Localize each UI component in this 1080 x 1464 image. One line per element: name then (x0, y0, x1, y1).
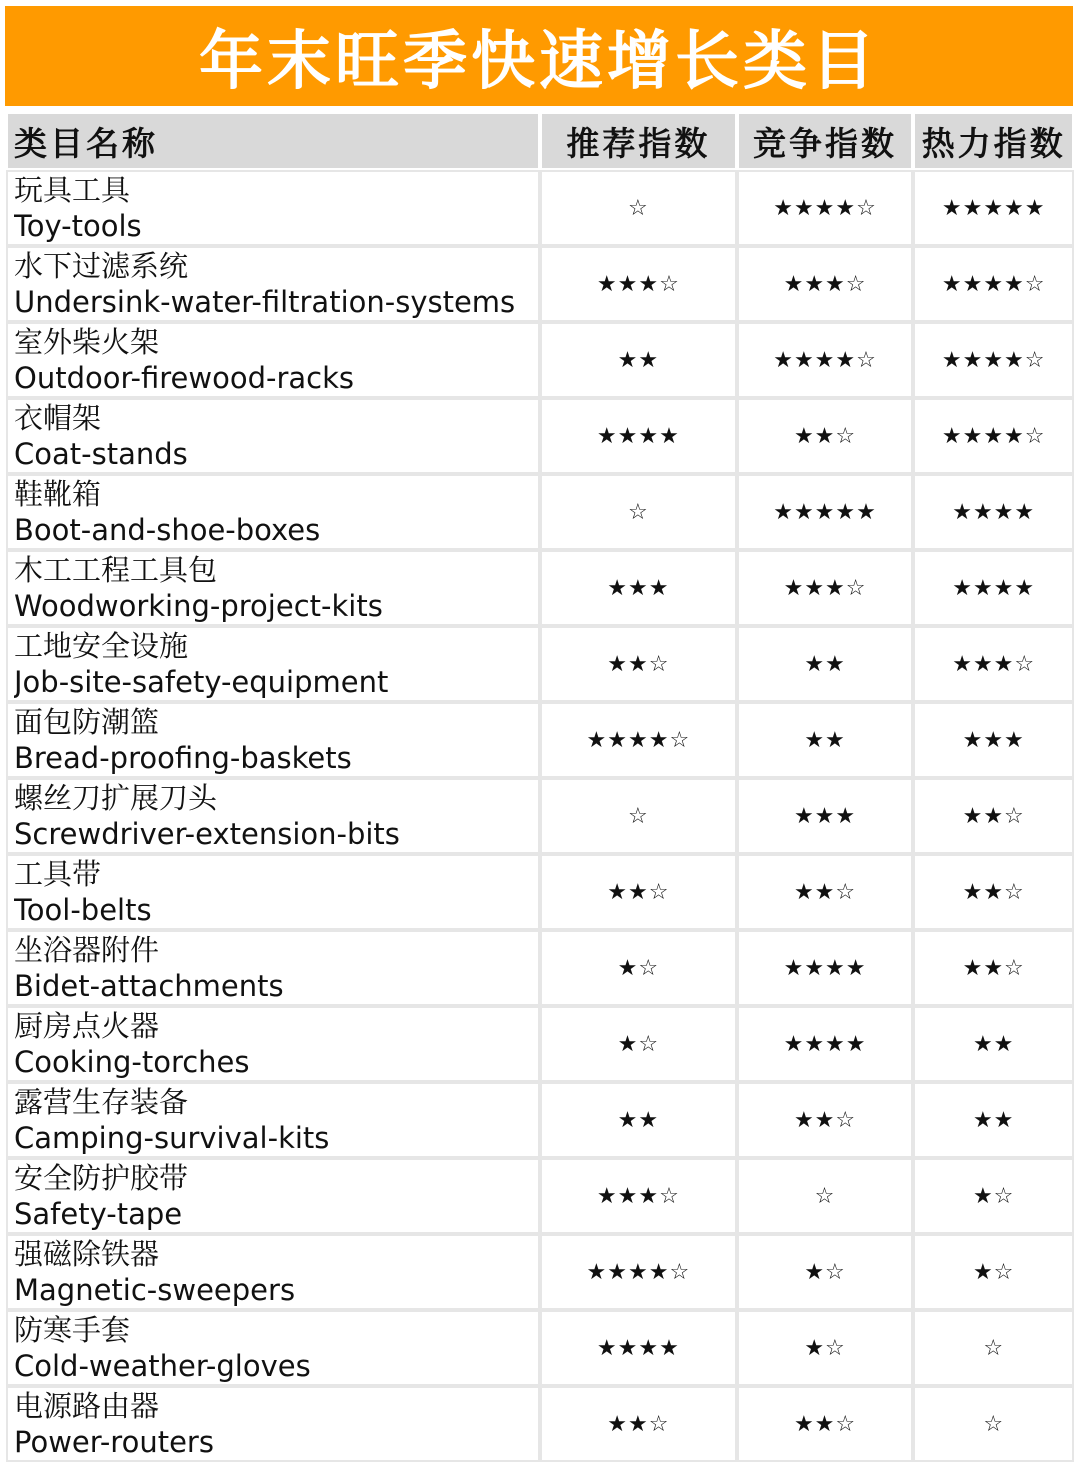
heat-rating: ★★★★ (915, 476, 1072, 548)
category-name-zh: 衣帽架 (14, 401, 102, 435)
table-row (8, 1312, 1072, 1384)
heat-rating: ★☆ (915, 1160, 1072, 1232)
category-name-en: Job-site-safety-equipment (14, 665, 389, 699)
category-name-zh: 鞋靴箱 (14, 477, 102, 511)
competition-rating: ★★★★☆ (739, 172, 912, 244)
competition-rating: ★★ (739, 704, 912, 776)
heat-rating: ☆ (915, 1312, 1072, 1384)
category-name-en: Magnetic-sweepers (14, 1273, 296, 1307)
heat-rating: ★☆ (915, 1236, 1072, 1308)
competition-rating: ★★☆ (739, 1388, 912, 1460)
category-name-cell (8, 704, 538, 776)
recommend-rating: ★★☆ (542, 628, 735, 700)
category-name-cell (8, 628, 538, 700)
column-header-competition: 竞争指数 (739, 114, 912, 168)
recommend-rating: ★★★★☆ (542, 1236, 735, 1308)
category-table (4, 110, 1076, 1464)
category-name-en: Coat-stands (14, 437, 188, 471)
column-header-name: 类目名称 (8, 114, 538, 168)
category-name-cell (8, 1084, 538, 1156)
table-row (8, 324, 1072, 396)
column-header-recommend: 推荐指数 (542, 114, 735, 168)
recommend-rating: ☆ (542, 780, 735, 852)
table-body (8, 172, 1072, 1460)
competition-rating: ★★★☆ (739, 248, 912, 320)
category-name-zh: 螺丝刀扩展刀头 (14, 781, 218, 815)
category-name-zh: 玩具工具 (14, 173, 131, 207)
category-name-cell (8, 172, 538, 244)
heat-rating: ★★★★★ (915, 172, 1072, 244)
category-name-zh: 坐浴器附件 (14, 933, 160, 967)
table-row (8, 856, 1072, 928)
recommend-rating: ★★ (542, 324, 735, 396)
table-row (8, 552, 1072, 624)
category-name-en: Power-routers (14, 1425, 214, 1459)
competition-rating: ★☆ (739, 1236, 912, 1308)
category-name-cell (8, 400, 538, 472)
competition-rating: ★★★★ (739, 932, 912, 1004)
recommend-rating: ★☆ (542, 932, 735, 1004)
category-name-zh: 面包防潮篮 (14, 705, 160, 739)
heat-rating: ★★★★ (915, 552, 1072, 624)
recommend-rating: ☆ (542, 172, 735, 244)
category-name-zh: 室外柴火架 (14, 325, 160, 359)
recommend-rating: ★☆ (542, 1008, 735, 1080)
recommend-rating: ★★★★ (542, 1312, 735, 1384)
column-header-heat: 热力指数 (915, 114, 1072, 168)
category-name-en: Safety-tape (14, 1197, 183, 1231)
category-name-zh: 防寒手套 (14, 1313, 131, 1347)
category-name-en: Cold-weather-gloves (14, 1349, 311, 1383)
recommend-rating: ★★☆ (542, 856, 735, 928)
title-banner (5, 6, 1073, 106)
category-name-cell (8, 552, 538, 624)
competition-rating: ★★☆ (739, 856, 912, 928)
competition-rating: ★★★★ (739, 1008, 912, 1080)
competition-rating: ★★☆ (739, 1084, 912, 1156)
table-row (8, 476, 1072, 548)
competition-rating: ★★★★☆ (739, 324, 912, 396)
table-header (8, 114, 1072, 168)
category-name-cell (8, 1160, 538, 1232)
category-name-en: Screwdriver-extension-bits (14, 817, 400, 851)
recommend-rating: ★★★★ (542, 400, 735, 472)
table-row (8, 248, 1072, 320)
category-name-cell (8, 856, 538, 928)
heat-rating: ★★☆ (915, 780, 1072, 852)
table-row (8, 172, 1072, 244)
table-row (8, 628, 1072, 700)
heat-rating: ★★★★☆ (915, 248, 1072, 320)
category-name-cell (8, 1008, 538, 1080)
recommend-rating: ★★☆ (542, 1388, 735, 1460)
recommend-rating: ★★★★☆ (542, 704, 735, 776)
category-name-cell (8, 1388, 538, 1460)
table-row (8, 932, 1072, 1004)
table-row (8, 400, 1072, 472)
heat-rating: ★★★★☆ (915, 400, 1072, 472)
recommend-rating: ☆ (542, 476, 735, 548)
category-name-en: Camping-survival-kits (14, 1121, 330, 1155)
category-name-cell (8, 248, 538, 320)
category-name-zh: 安全防护胶带 (14, 1161, 189, 1195)
category-name-en: Bread-proofing-baskets (14, 741, 352, 775)
category-name-zh: 强磁除铁器 (14, 1237, 160, 1271)
recommend-rating: ★★★☆ (542, 1160, 735, 1232)
heat-rating: ★★★☆ (915, 628, 1072, 700)
heat-rating: ★★ (915, 1008, 1072, 1080)
category-name-en: Boot-and-shoe-boxes (14, 513, 321, 547)
recommend-rating: ★★★ (542, 552, 735, 624)
category-name-en: Woodworking-project-kits (14, 589, 383, 623)
category-name-en: Bidet-attachments (14, 969, 284, 1003)
competition-rating: ★★★ (739, 780, 912, 852)
table-row (8, 1236, 1072, 1308)
table-row (8, 780, 1072, 852)
category-name-cell (8, 780, 538, 852)
category-name-cell (8, 476, 538, 548)
competition-rating: ★☆ (739, 1312, 912, 1384)
table-row (8, 1008, 1072, 1080)
heat-rating: ★★☆ (915, 932, 1072, 1004)
competition-rating: ★★★★★ (739, 476, 912, 548)
category-name-zh: 木工工程工具包 (14, 553, 218, 587)
competition-rating: ☆ (739, 1160, 912, 1232)
category-name-zh: 露营生存装备 (14, 1085, 189, 1119)
category-name-cell (8, 932, 538, 1004)
heat-rating: ★★ (915, 1084, 1072, 1156)
heat-rating: ★★☆ (915, 856, 1072, 928)
category-name-zh: 工地安全设施 (14, 629, 189, 663)
competition-rating: ★★★☆ (739, 552, 912, 624)
category-name-en: Toy-tools (14, 209, 142, 243)
page-title: 年末旺季快速增长类目 (199, 25, 879, 99)
category-name-en: Undersink-water-filtration-systems (14, 285, 516, 319)
recommend-rating: ★★ (542, 1084, 735, 1156)
category-name-zh: 厨房点火器 (14, 1009, 160, 1043)
category-name-zh: 电源路由器 (14, 1389, 160, 1423)
category-name-en: Cooking-torches (14, 1045, 250, 1079)
heat-rating: ★★★★☆ (915, 324, 1072, 396)
table-row (8, 1388, 1072, 1460)
heat-rating: ★★★ (915, 704, 1072, 776)
category-name-cell (8, 324, 538, 396)
table-row (8, 704, 1072, 776)
table-row (8, 1084, 1072, 1156)
table-row (8, 1160, 1072, 1232)
competition-rating: ★★☆ (739, 400, 912, 472)
category-name-zh: 工具带 (14, 857, 102, 891)
competition-rating: ★★ (739, 628, 912, 700)
category-name-cell (8, 1312, 538, 1384)
recommend-rating: ★★★☆ (542, 248, 735, 320)
category-name-cell (8, 1236, 538, 1308)
heat-rating: ☆ (915, 1388, 1072, 1460)
header-row (8, 114, 1072, 168)
category-name-en: Outdoor-firewood-racks (14, 361, 355, 395)
category-name-en: Tool-belts (14, 893, 152, 927)
category-name-zh: 水下过滤系统 (14, 249, 189, 283)
